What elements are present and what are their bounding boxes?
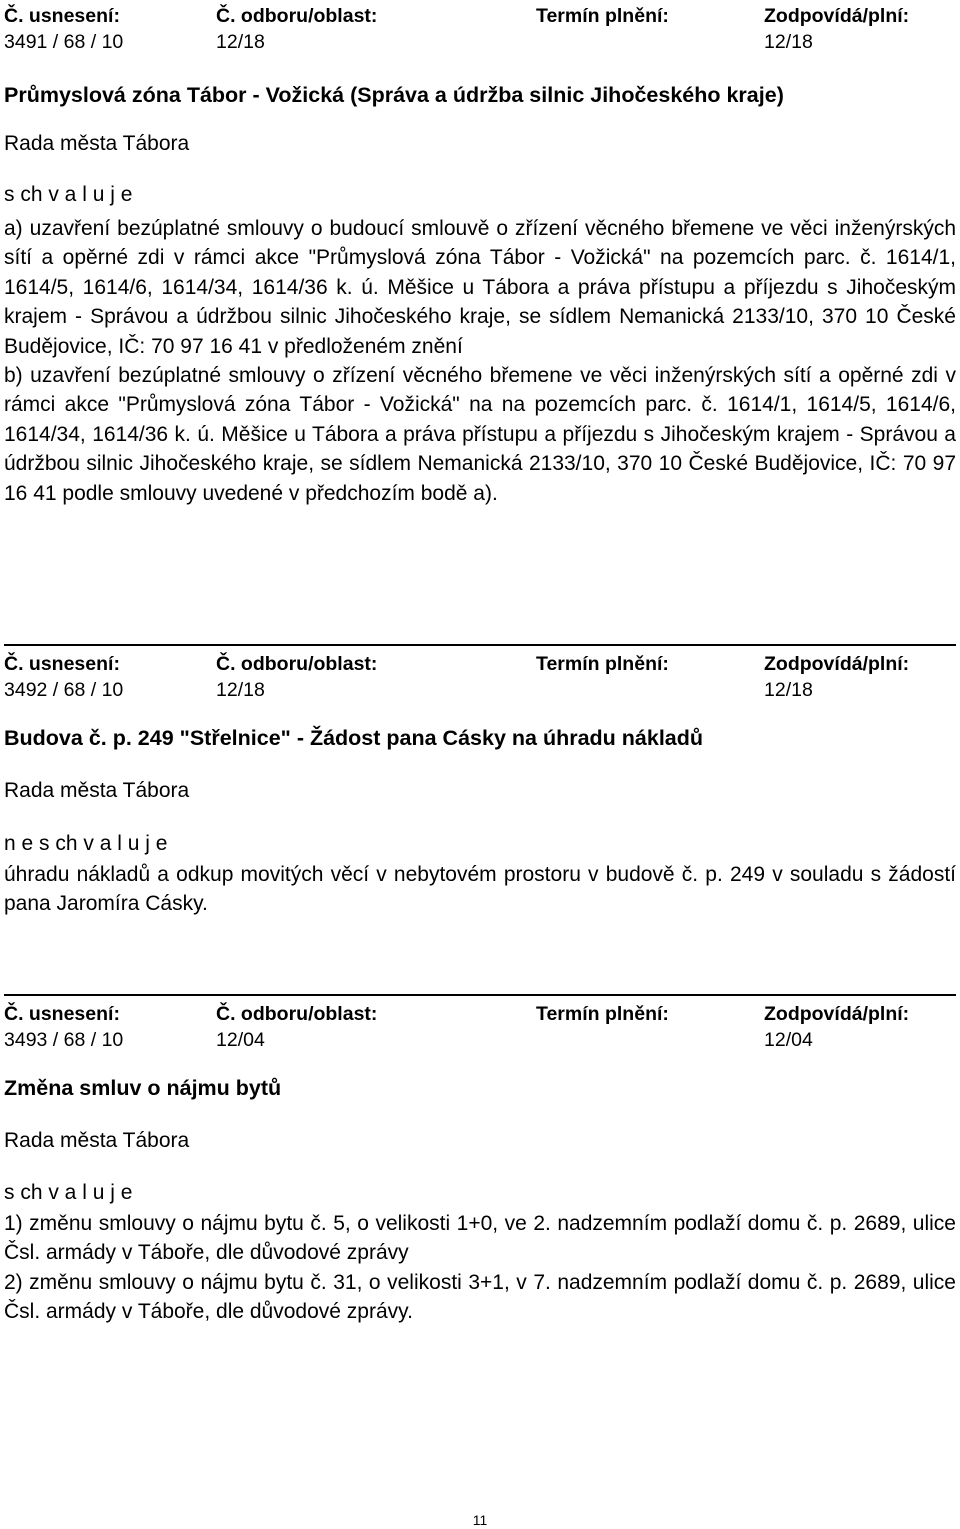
- label-resolution-no: Č. usnesení:: [4, 5, 120, 27]
- label-responsible: Zodpovídá/plní:: [764, 5, 910, 27]
- resolution-title: Budova č. p. 249 "Střelnice" - Žádost pana Cásky na úhradu nákladů: [4, 726, 704, 750]
- department-value: 12/18: [216, 31, 265, 53]
- resolution-text-a: a) uzavření bezúplatné smlouvy o budoucí smlouvě o zřízení věcného břemene ve věci inženýrských sítí a opěrné zdi v rámci akce "Průmyslová zóna Tábor - Vožická" na pozemcích parc. č. 1614/1, 1614/5, 1614/6, 1614/34, 1614/36 k. ú. Měšice u Tábora a práva přístupu a příjezdu s Jihočeským krajem - Správou a údržbou silnic Jihočeského kraje, se sídlem Nemanická 2133/10, 370 10 České Budějovice, IČ: 70 97 16 41 v předloženém znění: [4, 217, 956, 358]
- council-name: Rada města Tábora: [4, 779, 190, 802]
- resolution-header: [4, 0, 956, 52]
- resolution-3493: [4, 998, 956, 1327]
- section-divider: [4, 644, 956, 646]
- resolution-number: 3492 / 68 / 10: [4, 679, 124, 701]
- resolution-verb: n e s ch v a l u j e: [4, 832, 168, 855]
- label-department: Č. odboru/oblast:: [216, 653, 378, 675]
- responsible-value: 12/18: [764, 679, 813, 701]
- section-divider: [4, 994, 956, 996]
- label-deadline: Termín plnění:: [536, 5, 669, 27]
- resolution-text-2: 2) změnu smlouvy o nájmu bytu č. 31, o velikosti 3+1, v 7. nadzemním podlaží domu č. p. 2689, ulice Čsl. armády v Táboře, dle důvodové zprávy.: [4, 1270, 956, 1324]
- resolution-verb: s ch v a l u j e: [4, 1181, 133, 1204]
- department-value: 12/04: [216, 1029, 265, 1051]
- resolution-title: Změna smluv o nájmu bytů: [4, 1076, 282, 1100]
- label-department: Č. odboru/oblast:: [216, 1003, 378, 1025]
- resolution-text-b: b) uzavření bezúplatné smlouvy o zřízení věcného břemene ve věci inženýrských sítí a opěrné zdi v rámci akce "Průmyslová zóna Tábor - Vožická" na na pozemcích parc. č. 1614/1, 1614/5, 1614/6, 1614/34, 1614/36 k. ú. Měšice u Tábora a práva přístupu a příjezdu s Jihočeským krajem - Správou a údržbou silnic Jihočeského kraje, se sídlem Nemanická 2133/10, 370 10 České Budějovice, IČ: 70 97 16 41 podle smlouvy uvedené v předchozím bodě a).: [4, 364, 956, 505]
- council-name: Rada města Tábora: [4, 1129, 190, 1152]
- label-resolution-no: Č. usnesení:: [4, 653, 120, 675]
- resolution-text-1: 1) změnu smlouvy o nájmu bytu č. 5, o velikosti 1+0, ve 2. nadzemním podlaží domu č. p. 2689, ulice Čsl. armády v Táboře, dle důvodové zprávy: [4, 1212, 956, 1265]
- resolution-title: Průmyslová zóna Tábor - Vožická (Správa a údržba silnic Jihočeského kraje): [4, 83, 784, 107]
- label-department: Č. odboru/oblast:: [216, 5, 378, 27]
- resolution-header: [4, 648, 956, 700]
- label-resolution-no: Č. usnesení:: [4, 1003, 120, 1025]
- resolution-verb: s ch v a l u j e: [4, 183, 133, 206]
- department-value: 12/18: [216, 679, 265, 701]
- responsible-value: 12/18: [764, 31, 813, 53]
- resolution-header: [4, 998, 956, 1050]
- resolution-3492: [4, 648, 956, 919]
- page-number: 11: [472, 1512, 488, 1528]
- council-name: Rada města Tábora: [4, 132, 190, 155]
- resolution-3491: [4, 0, 956, 508]
- label-responsible: Zodpovídá/plní:: [764, 653, 910, 675]
- resolution-text: úhradu nákladů a odkup movitých věcí v nebytovém prostoru v budově č. p. 249 v souladu s žádostí pana Jaromíra Cásky.: [4, 863, 956, 916]
- resolution-number: 3491 / 68 / 10: [4, 31, 124, 53]
- label-responsible: Zodpovídá/plní:: [764, 1003, 910, 1025]
- responsible-value: 12/04: [764, 1029, 813, 1051]
- resolution-number: 3493 / 68 / 10: [4, 1029, 124, 1051]
- label-deadline: Termín plnění:: [536, 653, 669, 675]
- label-deadline: Termín plnění:: [536, 1003, 669, 1025]
